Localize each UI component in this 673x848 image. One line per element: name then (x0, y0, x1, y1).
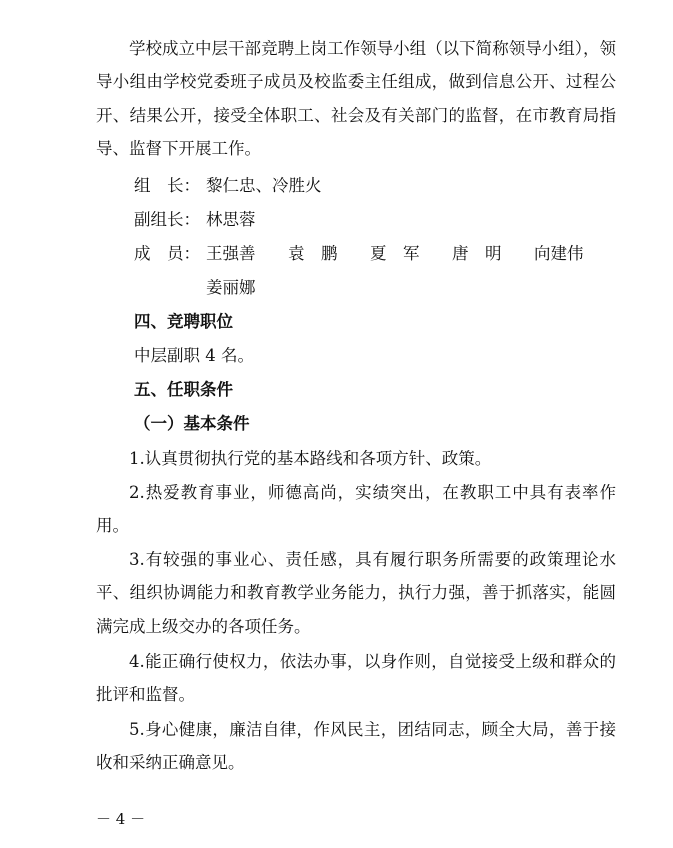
condition-item-3: 3.有较强的事业心、责任感，具有履行职务所需要的政策理论水平、组织协调能力和教育教学业务能力，执行力强，善于抓落实，能圆满完成上级交办的各项任务。 (96, 550, 616, 636)
leader-label: 组 长： (134, 176, 200, 195)
condition-item-5: 5.身心健康，廉洁自律，作风民主，团结同志，顾全大局，善于接收和采纳正确意见。 (96, 720, 616, 773)
member-name: 姜丽娜 (206, 278, 256, 297)
member-name: 唐 明 (452, 244, 502, 263)
page-number: － 4 － (96, 810, 146, 828)
member-name: 袁 鹏 (288, 244, 338, 263)
condition-item-1: 1.认真贯彻执行党的基本路线和各项方针、政策。 (129, 449, 492, 468)
members-label: 成 员： (134, 244, 200, 263)
leader-names: 黎仁忠、冷胜火 (206, 176, 322, 195)
section4-heading: 四、竞聘职位 (134, 312, 233, 331)
condition-item-2: 2.热爱教育事业，师德高尚，实绩突出，在教职工中具有表率作用。 (96, 483, 616, 536)
deputy-name: 林思蓉 (206, 210, 256, 229)
section4-body: 中层副职 4 名。 (134, 346, 254, 365)
member-name: 王强善 (206, 244, 256, 263)
condition-item-4: 4.能正确行使权力，依法办事，以身作则，自觉接受上级和群众的批评和监督。 (96, 652, 616, 705)
section5-subheading: （一）基本条件 (134, 414, 250, 433)
member-name: 夏 军 (370, 244, 420, 263)
intro-paragraph: 学校成立中层干部竞聘上岗工作领导小组（以下简称领导小组），领导小组由学校党委班子成员及校监委主任组成，做到信息公开、过程公开、结果公开，接受全体职工、社会及有关部门的监督，在市教育局指导、监督下开展工作。 (96, 39, 616, 159)
section5-heading: 五、任职条件 (134, 380, 233, 399)
deputy-label: 副组长： (134, 210, 200, 229)
member-name: 向建伟 (534, 244, 584, 263)
